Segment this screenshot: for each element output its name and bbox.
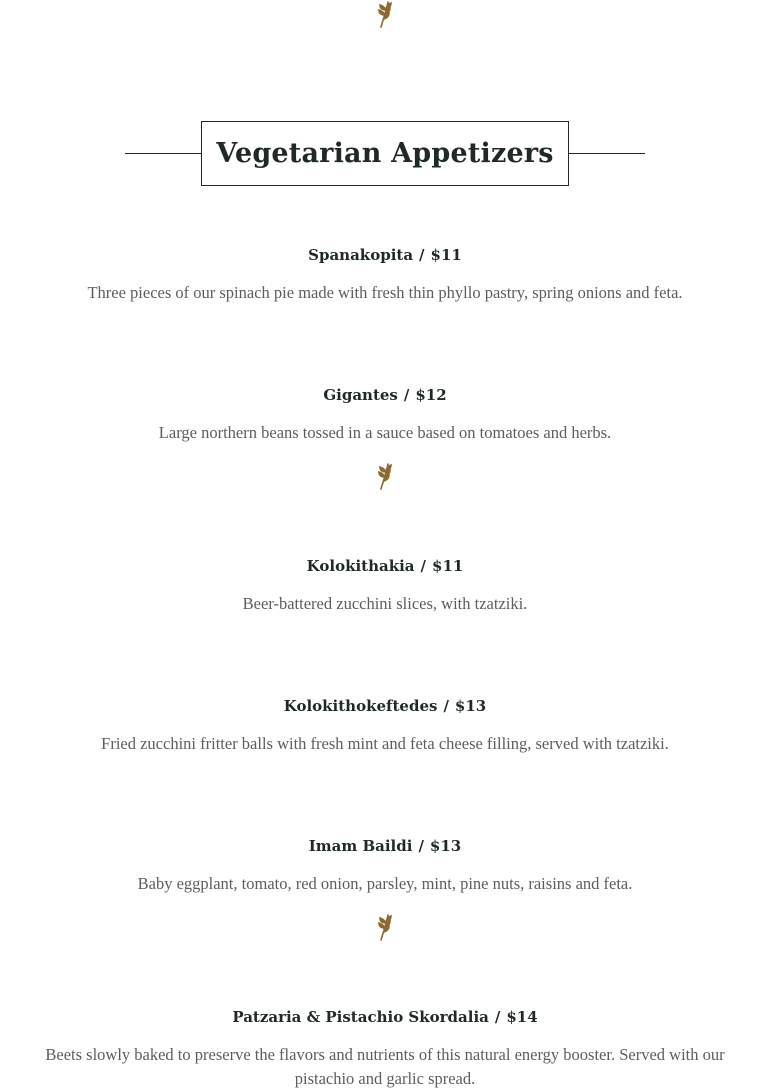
menu-item-price: $11 [430,246,462,264]
menu-item-name: Kolokithakia [306,557,415,575]
heading-box [201,121,569,186]
menu-item-price: $13 [429,837,462,855]
wheat-icon [377,0,393,28]
menu-item-description: Fried zucchini fritter balls with fresh mint and feta cheese filling, served with tzatziki. [101,734,669,753]
menu-item-separator: / [419,246,425,264]
heading-rule-right [569,153,645,154]
menu-item-name: Gigantes [323,386,398,404]
menu-item-separator: / [403,386,410,404]
menu-item-separator: / [418,837,424,855]
menu-item-title [0,1007,770,1027]
menu-item-description: Baby eggplant, tomato, red onion, parsley, mint, pine nuts, raisins and feta. [137,874,633,893]
menu-item [0,385,770,445]
menu-item-title [0,696,770,716]
menu-item-name: Kolokithokeftedes [283,697,438,715]
menu-item-title [0,385,770,405]
menu-item-name: Patzaria & Pistachio Skordalia [232,1008,489,1026]
menu-item-separator: / [443,697,449,715]
section-title: Vegetarian Appetizers [216,138,554,169]
menu-item-title [0,556,770,576]
menu-item-title [0,836,770,856]
menu-item-price: $13 [454,697,487,715]
section-heading [125,121,645,186]
menu-item [0,245,770,305]
menu-item-price: $11 [432,557,464,575]
menu-item-name: Spanakopita [308,246,414,264]
menu-item-title [0,245,770,265]
wheat-icon [377,913,393,941]
menu-item-name: Imam Baildi [308,837,413,855]
menu-item [0,556,770,616]
menu-item-separator: / [494,1008,501,1026]
menu-item [0,696,770,756]
menu-item [0,836,770,896]
menu-item-price: $12 [415,386,447,404]
menu-item-description: Beets slowly baked to preserve the flavors and nutrients of this natural energy booster. Served with our pistachio and garlic spread. [45,1045,725,1088]
menu-item [0,1007,770,1091]
heading-rule-left [125,153,201,154]
menu-item-description: Beer-battered zucchini slices, with tzatziki. [242,594,528,613]
menu-item-description: Three pieces of our spinach pie made with fresh thin phyllo pastry, spring onions and feta. [87,283,683,302]
menu-item-description: Large northern beans tossed in a sauce based on tomatoes and herbs. [158,423,612,442]
menu-item-price: $14 [506,1008,538,1026]
wheat-icon [377,462,393,490]
menu-item-separator: / [420,557,427,575]
